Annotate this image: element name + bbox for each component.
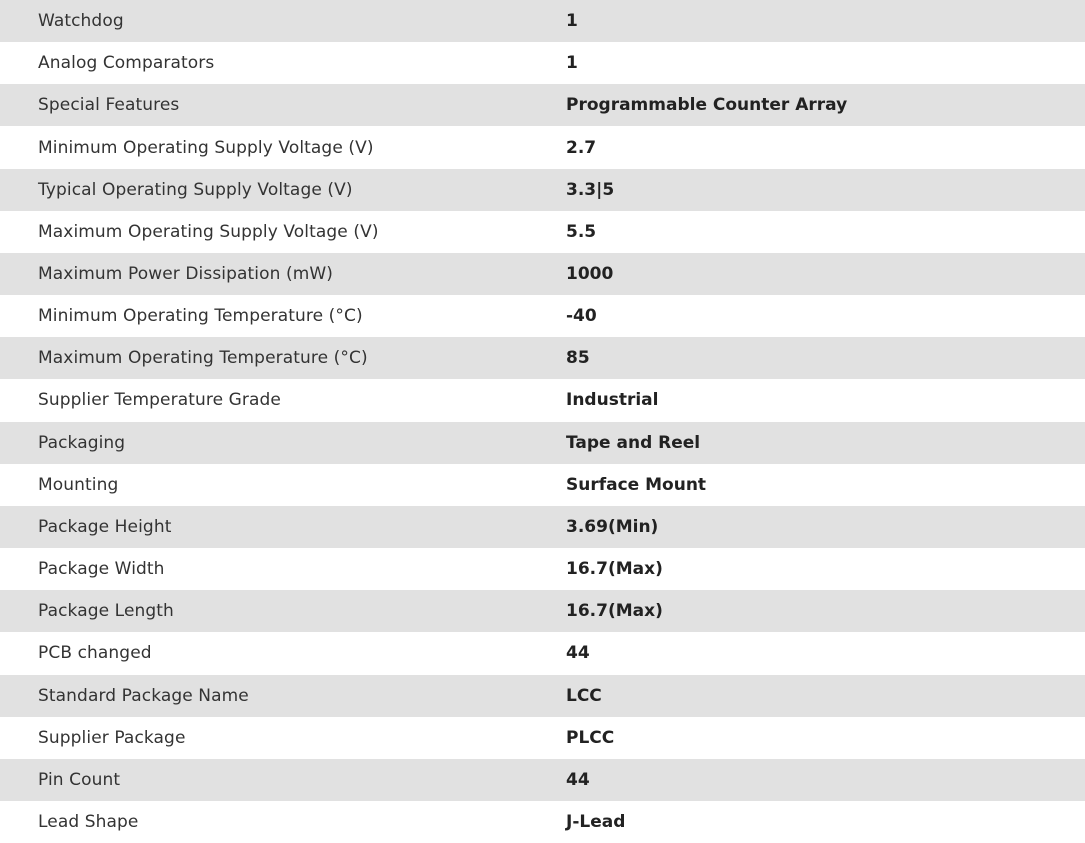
spec-value: J-Lead: [566, 812, 626, 833]
spec-row-min-operating-temp: [0, 295, 1085, 337]
spec-value: 5.5: [566, 221, 597, 242]
spec-label: Maximum Operating Supply Voltage (V): [38, 221, 379, 242]
spec-row-supplier-package: [0, 717, 1085, 759]
spec-row-min-supply-voltage: [0, 126, 1085, 168]
spec-row-pcb-changed: [0, 632, 1085, 674]
spec-value: 44: [566, 769, 590, 790]
spec-value: Surface Mount: [566, 474, 707, 495]
spec-label: Packaging: [38, 432, 126, 453]
spec-row-packaging: [0, 422, 1085, 464]
spec-label: Minimum Operating Temperature (°C): [38, 306, 363, 327]
spec-value: LCC: [566, 685, 602, 706]
spec-label: Package Height: [38, 516, 172, 537]
spec-value: 16.7(Max): [566, 559, 663, 580]
spec-label: Package Length: [38, 601, 174, 622]
spec-label: Maximum Operating Temperature (°C): [38, 348, 368, 369]
spec-row-max-supply-voltage: [0, 211, 1085, 253]
spec-value: -40: [566, 306, 597, 327]
spec-value: Tape and Reel: [566, 432, 701, 453]
spec-label: Mounting: [38, 474, 119, 495]
spec-label: Minimum Operating Supply Voltage (V): [38, 137, 374, 158]
spec-value: 44: [566, 643, 590, 664]
spec-label: Pin Count: [38, 769, 121, 790]
spec-label: PCB changed: [38, 643, 152, 664]
spec-label: Standard Package Name: [38, 685, 249, 706]
spec-row-max-operating-temp: [0, 337, 1085, 379]
spec-value: 3.3|5: [566, 179, 615, 200]
spec-label: Watchdog: [38, 11, 124, 32]
spec-value: Programmable Counter Array: [566, 95, 848, 116]
spec-row-temperature-grade: [0, 379, 1085, 421]
spec-value: Industrial: [566, 390, 659, 411]
spec-label: Package Width: [38, 559, 165, 580]
spec-value: 3.69(Min): [566, 516, 659, 537]
spec-label: Supplier Temperature Grade: [38, 390, 281, 411]
spec-label: Lead Shape: [38, 812, 139, 833]
spec-row-package-height: [0, 506, 1085, 548]
spec-label: Analog Comparators: [38, 53, 215, 74]
spec-row-watchdog: [0, 0, 1085, 42]
spec-row-package-width: [0, 548, 1085, 590]
spec-value: PLCC: [566, 727, 615, 748]
spec-label: Maximum Power Dissipation (mW): [38, 264, 334, 285]
spec-value: 85: [566, 348, 590, 369]
spec-row-mounting: [0, 464, 1085, 506]
spec-value: 1000: [566, 264, 614, 285]
spec-row-analog-comparators: [0, 42, 1085, 84]
spec-row-pin-count: [0, 759, 1085, 801]
spec-row-max-power-dissipation: [0, 253, 1085, 295]
spec-row-lead-shape: [0, 801, 1085, 843]
spec-label: Supplier Package: [38, 727, 186, 748]
spec-label: Typical Operating Supply Voltage (V): [38, 179, 353, 200]
spec-row-package-length: [0, 590, 1085, 632]
spec-row-standard-package-name: [0, 675, 1085, 717]
spec-label: Special Features: [38, 95, 180, 116]
spec-value: 1: [566, 53, 578, 74]
spec-row-typ-supply-voltage: [0, 169, 1085, 211]
spec-row-special-features: [0, 84, 1085, 126]
spec-value: 16.7(Max): [566, 601, 663, 622]
spec-value: 1: [566, 11, 578, 32]
spec-value: 2.7: [566, 137, 597, 158]
